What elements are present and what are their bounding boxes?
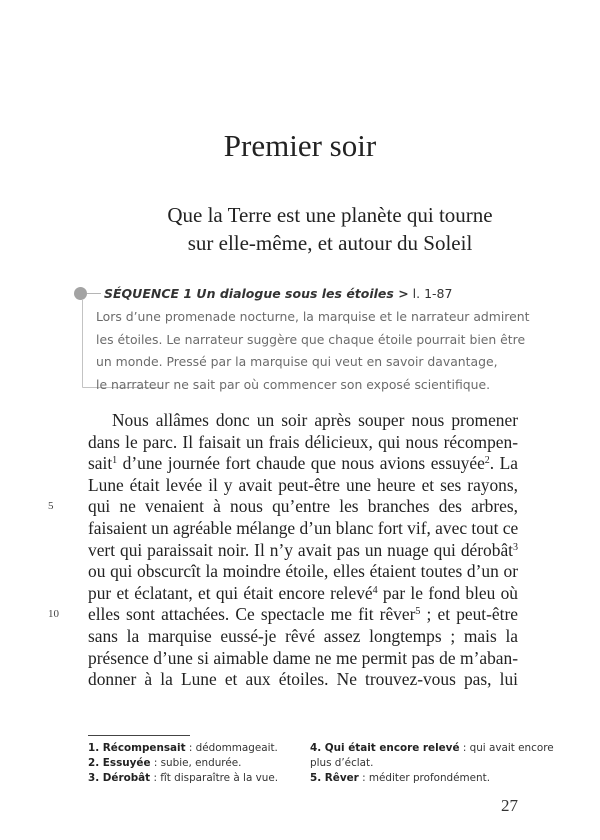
chapter-subtitle: [120, 201, 540, 257]
chapter-title: Premier soir: [223, 128, 377, 163]
text-segment: présence d’une si aimable dame ne me permit pas de m’aban-: [88, 647, 518, 668]
sequence-heading: [104, 286, 452, 301]
footnote-definition: : dédommageait.: [185, 742, 278, 754]
body-text: [48, 410, 519, 691]
text-segment: Nous allâmes donc un soir après souper nous promener: [112, 410, 518, 430]
text-line: [88, 626, 518, 648]
text-line: [88, 583, 518, 605]
text-line: [88, 518, 518, 540]
text-segment: vert qui paraissait noir. Il n’y avait pas un nuage qui dérobât: [88, 539, 513, 560]
footnote-term: 4. Qui était encore relevé: [310, 742, 460, 754]
text-line: [88, 648, 518, 670]
text-segment: elles sont attachées. Ce spectacle me fit rêver: [88, 604, 416, 625]
text-segment: sans la marquise eussé-je rêvé assez longtemps ; mais la: [88, 625, 518, 646]
summary-line: le narrateur ne sait par où commencer son exposé scientifique.: [96, 376, 491, 392]
footnote: [310, 741, 554, 756]
sequence-box: [74, 285, 534, 395]
text-segment: . La: [489, 453, 518, 474]
footnote-term: 3. Dérobât: [88, 772, 151, 784]
text-segment: par le fond bleu où: [377, 582, 518, 603]
text-line: [88, 540, 518, 562]
footnote-term: 2. Essuyée: [88, 757, 151, 769]
subtitle-line: sur elle-même, et autour du Soleil: [187, 231, 473, 255]
footnote-rule: [88, 735, 190, 736]
summary-line: Lors d’une promenade nocturne, la marquise et le narrateur admirent: [96, 309, 530, 324]
text-segment: faisaient un agréable mélange d’un blanc fort vif, avec tout ce: [88, 517, 519, 538]
text-line: [88, 669, 518, 691]
footnote: [88, 741, 278, 756]
text-segment: ou qui obscurcît la moindre étoile, elles étaient toutes d’un or: [88, 561, 518, 582]
divider: [82, 300, 83, 388]
text-line: [88, 432, 518, 454]
text-segment: dans le parc. Il faisait un frais délicieux, qui nous récompen-: [88, 431, 518, 452]
footnote: [310, 756, 554, 771]
line-number: 5: [48, 500, 54, 513]
text-segment: pur et éclatant, et qui était encore relevé: [88, 582, 373, 603]
summary-line: un monde. Pressé par la marquise qui veut en savoir davantage,: [96, 354, 498, 369]
sequence-summary: [96, 306, 529, 396]
text-segment: qui ne venaient à nous qu’entre les branches des arbres,: [88, 496, 518, 517]
footnote-ref: 1: [112, 455, 118, 467]
footnote-definition: plus d’éclat.: [310, 757, 374, 769]
divider: [87, 293, 101, 294]
footnote-ref: 5: [415, 606, 421, 618]
footnote-ref: 2: [484, 455, 490, 467]
footnotes-right: [310, 741, 554, 786]
footnote-ref: 3: [513, 541, 518, 553]
footnote-definition: : qui avait encore: [459, 742, 554, 754]
summary-line: les étoiles. Le narrateur suggère que chaque étoile pourrait bien être: [96, 331, 526, 347]
text-line: [88, 475, 518, 497]
footnote-definition: : subie, endurée.: [150, 757, 242, 769]
text-segment: ; et peut-être: [420, 604, 518, 625]
text-line: [48, 496, 518, 518]
footnote-term: 1. Récompensait: [88, 742, 186, 754]
text-line: [48, 604, 518, 626]
bullet-dot-icon: [74, 287, 87, 300]
text-segment: Lune était levée il y avait peut-être une heure et ses rayons,: [88, 474, 518, 495]
footnotes-left: [88, 741, 278, 786]
text-line: [88, 561, 518, 583]
footnote: [88, 771, 278, 786]
footnote: [310, 771, 554, 786]
footnote-definition: : méditer profondément.: [358, 772, 491, 784]
page-number: 27: [501, 796, 518, 815]
footnote-definition: : fît disparaître à la vue.: [150, 772, 279, 784]
footnote: [88, 756, 278, 771]
line-number: 10: [48, 608, 59, 621]
sequence-title: SÉQUENCE 1 Un dialogue sous les étoiles >: [104, 286, 409, 301]
sequence-range: l. 1-87: [412, 286, 453, 301]
text-segment: sait: [88, 453, 113, 474]
text-segment: donner à la Lune et aux étoiles. Ne trouvez-vous pas, lui: [88, 669, 518, 690]
subtitle-line: Que la Terre est une planète qui tourne: [167, 203, 493, 227]
footnote-term: 5. Rêver: [310, 772, 359, 784]
text-line: [88, 410, 518, 432]
text-segment: d’une journée fort chaude que nous avions essuyée: [117, 453, 485, 474]
footnote-ref: 4: [372, 584, 378, 596]
text-line: [88, 453, 518, 475]
